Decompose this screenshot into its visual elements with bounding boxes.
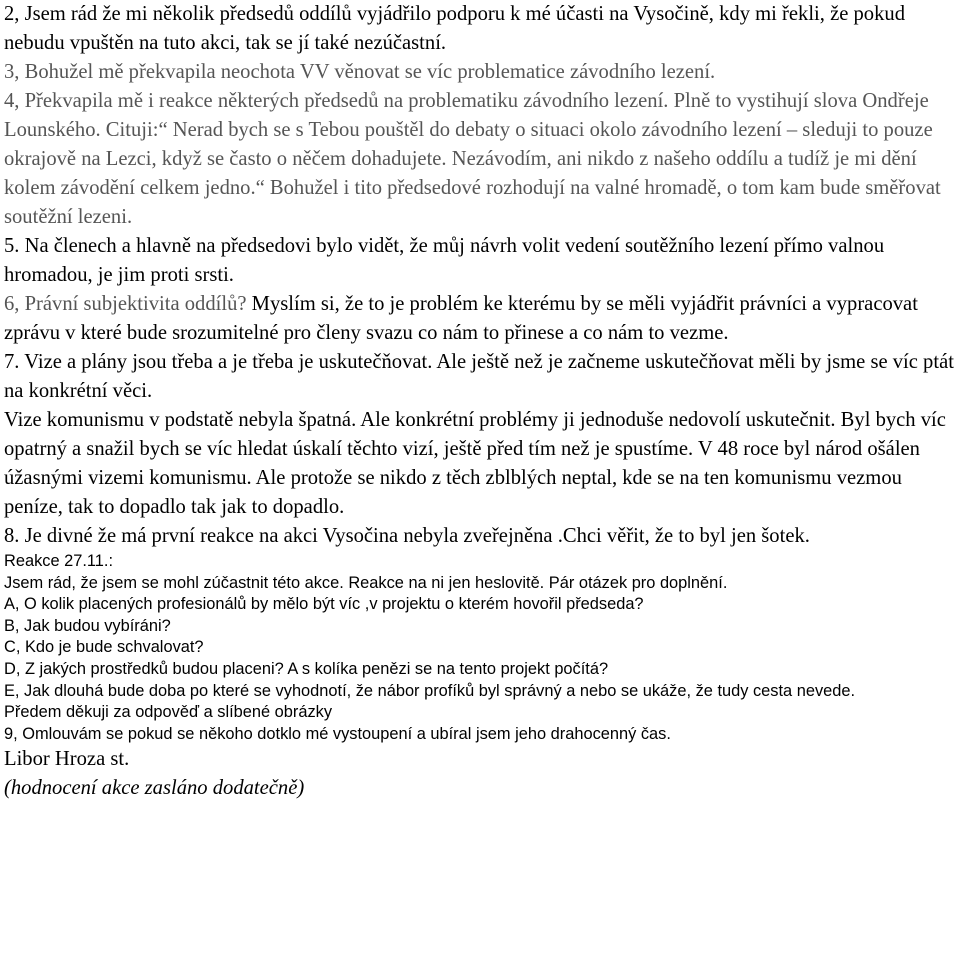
paragraph bbox=[4, 290, 954, 348]
paragraph-text: Vize komunismu v podstatě nebyla špatná. Ale konkrétní problémy ji jednoduše nedovolí uskutečnit. Byl bych víc opatrný a snažil bych se víc hledat úskalí těchto vizí, ještě před tím než je spustíme. V 48 roce byl národ ošálen úžasnými vizemi komunismu. Ale protože se nikdo z těch zblblých neptal, kde se na ten komunismu vezmou peníze, tak to dopadlo tak jak to dopadlo. bbox=[4, 409, 946, 518]
paragraph bbox=[4, 232, 954, 290]
paragraph-text: 6, Právní subjektivita oddílů? bbox=[4, 293, 252, 315]
paragraph-text: 8. Je divné že má první reakce na akci Vysočina nebyla zveřejněna .Chci věřit, že to byl jen šotek. bbox=[4, 525, 810, 547]
paragraph bbox=[4, 522, 954, 551]
paragraph-text: 7. Vize a plány jsou třeba a je třeba je uskutečňovat. bbox=[4, 351, 437, 373]
reaction-line: E, Jak dlouhá bude doba po které se vyhodnotí, že nábor profíků byl správný a nebo se ukáže, že tudy cesta nevede. bbox=[4, 681, 856, 700]
reaction-line: A, O kolik placených profesionálů by mělo být víc ,v projektu o kterém hovořil předseda? bbox=[4, 595, 644, 614]
reaction-line: Předem děkuji za odpověď a slíbené obrázky bbox=[4, 703, 333, 722]
paragraph-text: Ale ještě než je začneme uskutečňovat měli by jsme se víc ptát na konkrétní věci. bbox=[4, 351, 954, 402]
reaction-line: C, Kdo je bude schvalovat? bbox=[4, 638, 204, 657]
paragraph-text: Myslím si, že to je problém ke kterému by se měli vyjádřit právníci a vypracovat zprávu v které bude srozumitelné pro členy svazu co nám to přinese a co nám to vezme. bbox=[4, 293, 918, 344]
document-page bbox=[4, 0, 954, 803]
paragraph bbox=[4, 406, 954, 522]
paragraph-text: 4, Překvapila mě i reakce některých předsedů na problematiku závodního lezení. Plně to vystihují slova Ondřeje Lounského. Cituji:“ Nerad bych se s Tebou pouštěl do debaty o situaci okolo závodního lezení – sleduji to pouze okrajově na Lezci, když se často o něčem dohadujete. Nezávodím, ani nikdo z našeho oddílu a tudíž je mi dění kolem závodění celkem jedno.“ Bohužel i tito předsedové rozhodují na valné hromadě, o tom kam bude směřovat soutěžní lezeni. bbox=[4, 90, 941, 228]
letter-body bbox=[4, 0, 954, 551]
paragraph-text: 3, Bohužel mě překvapila neochota VV věnovat se víc problematice závodního lezení. bbox=[4, 61, 716, 83]
reaction-line: D, Z jakých prostředků budou placeni? A s kolíka penězi se na tento projekt počítá? bbox=[4, 659, 609, 678]
reaction-line: Jsem rád, že jsem se mohl zúčastnit této akce. Reakce na ni jen heslovitě. Pár otázek pro doplnění. bbox=[4, 573, 728, 592]
reaction-line: 9, Omlouvám se pokud se někoho dotklo mé vystoupení a ubíral jsem jeho drahocenný čas. bbox=[4, 724, 671, 743]
paragraph-text: 5. Na členech a hlavně na předsedovi bylo vidět, že můj návrh volit vedení soutěžního lezení přímo valnou hromadou, je jim proti srsti. bbox=[4, 235, 885, 286]
paragraph-text: 2, Jsem rád že mi několik předsedů oddílů vyjádřilo podporu k mé účasti na Vysočině, kdy mi řekli, že pokud nebudu vpuštěn na tuto akci, tak se jí také nezúčastní. bbox=[4, 3, 905, 54]
reaction-line: B, Jak budou vybíráni? bbox=[4, 616, 171, 635]
reaction-section bbox=[4, 551, 954, 745]
paragraph bbox=[4, 87, 954, 232]
reaction-heading: Reakce 27.11.: bbox=[4, 552, 114, 570]
paragraph bbox=[4, 348, 954, 406]
paragraph bbox=[4, 0, 954, 58]
signature: Libor Hroza st. bbox=[4, 748, 130, 771]
footnote: (hodnocení akce zasláno dodatečně) bbox=[4, 777, 305, 800]
paragraph bbox=[4, 58, 954, 87]
